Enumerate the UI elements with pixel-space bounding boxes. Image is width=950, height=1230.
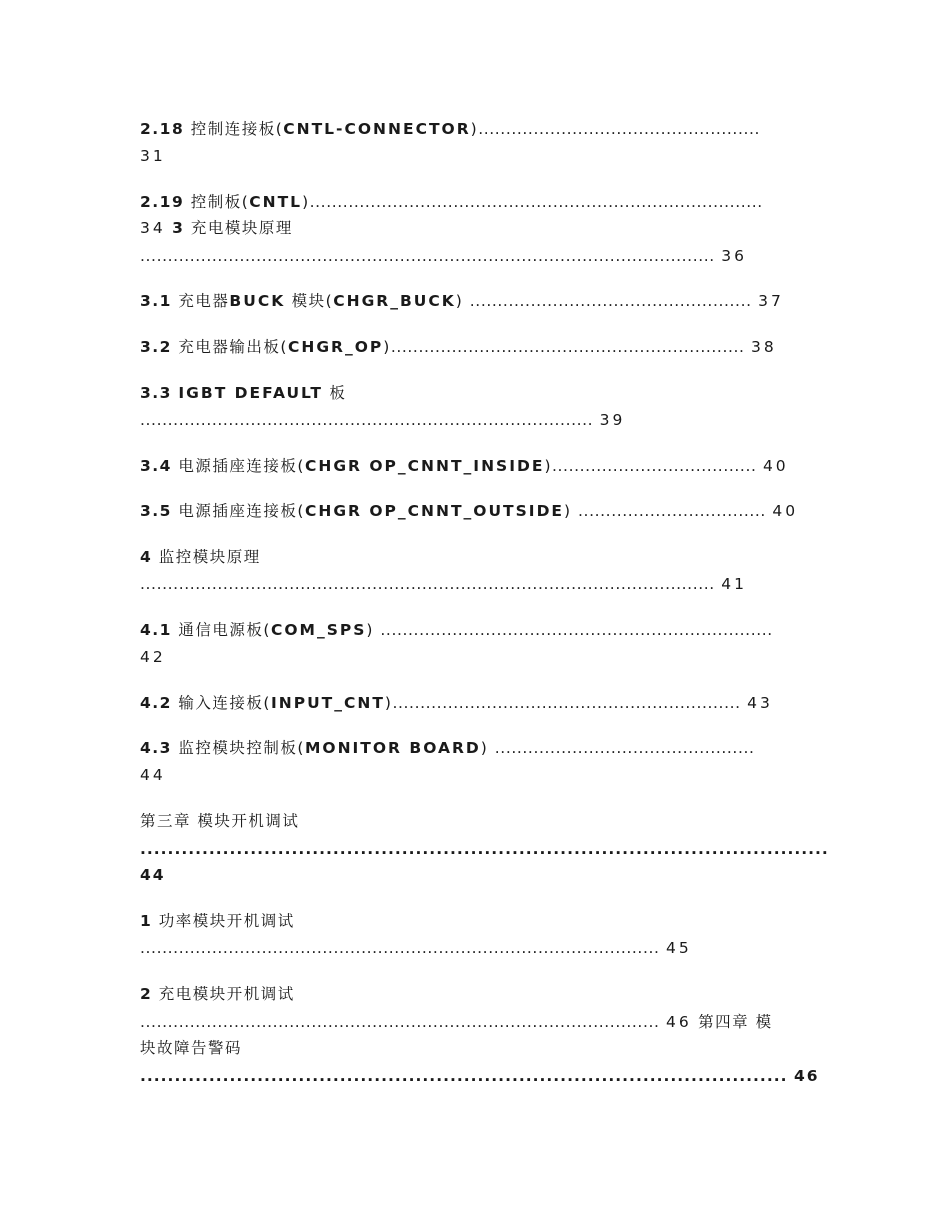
- toc-page-3: 36: [721, 247, 747, 265]
- leader-dots: .......................................................................: [380, 621, 773, 639]
- toc-entry-4[interactable]: 4 监控模块原理: [140, 548, 261, 566]
- leader-dots: ..................................: [578, 502, 766, 520]
- toc-page-c3-2: 46: [665, 1013, 692, 1031]
- toc-leader-3: ........................................................................................................ 36: [140, 247, 747, 265]
- leader-dots: ...............................................: [494, 739, 755, 757]
- toc-entry-2-18[interactable]: 2.18 控制连接板(CNTL-CONNECTOR)...................................................: [140, 120, 761, 138]
- toc-page-4-1: 42: [140, 648, 166, 666]
- toc-leader-chapter-4: .............................................................................................. 46: [140, 1067, 820, 1085]
- toc-entry-3-4[interactable]: 3.4 电源插座连接板(CHGR OP_CNNT_INSIDE)..................................... 40: [140, 457, 789, 475]
- toc-page-chapter-3: 44: [140, 866, 166, 884]
- toc-page-4: 41: [721, 575, 747, 593]
- toc-entry-4-1[interactable]: 4.1 通信电源板(COM_SPS) .......................................................................: [140, 621, 773, 639]
- leader-dots: ...............................................................: [392, 694, 741, 712]
- leader-dots: ...................................................: [469, 292, 752, 310]
- leader-dots: ..................................................................................: [309, 193, 763, 211]
- leader-dots: .....................................: [552, 457, 757, 475]
- toc-page-3-3: 39: [599, 411, 626, 429]
- toc-entry-c3-1[interactable]: 1 功率模块开机调试: [140, 912, 295, 930]
- toc-entry-c3-2[interactable]: 2 充电模块开机调试: [140, 985, 295, 1003]
- toc-leader-c3-1: .............................................................................................. 45: [140, 939, 692, 957]
- toc-chapter-4-cont[interactable]: 块故障告警码: [140, 1039, 243, 1057]
- toc-entry-3-2[interactable]: 3.2 充电器输出板(CHGR_OP)................................................................ 38: [140, 338, 777, 356]
- leader-dots: ...................................................: [478, 120, 761, 138]
- toc-entry-3-3[interactable]: 3.3 IGBT DEFAULT 板: [140, 384, 347, 402]
- toc-leader-3-3: .................................................................................. 39: [140, 411, 626, 429]
- toc-entry-3-1[interactable]: 3.1 充电器BUCK 模块(CHGR_BUCK) ................................................... 37: [140, 292, 784, 310]
- toc-page-2-18: 31: [140, 147, 166, 165]
- toc-entry-4-3[interactable]: 4.3 监控模块控制板(MONITOR BOARD) ...............................................: [140, 739, 755, 757]
- toc-page-c3-1: 45: [665, 939, 692, 957]
- toc-entry-2-19[interactable]: 2.19 控制板(CNTL)..................................................................................: [140, 193, 763, 211]
- toc-entry-3-line[interactable]: 34 3 充电模块原理: [140, 219, 293, 237]
- toc-leader-c3-2: .............................................................................................. 46 第四章 模: [140, 1013, 773, 1031]
- toc-entry-3-5[interactable]: 3.5 电源插座连接板(CHGR OP_CNNT_OUTSIDE) .................................. 40: [140, 502, 799, 520]
- toc-page-4-3: 44: [140, 766, 166, 784]
- toc-leader-4: ........................................................................................................ 41: [140, 575, 747, 593]
- toc-page-chapter-4: 46: [793, 1067, 820, 1085]
- toc-leader-chapter-3: ....................................................................................................: [140, 840, 829, 858]
- toc-chapter-3[interactable]: 第三章 模块开机调试: [140, 812, 300, 830]
- toc-chapter-4[interactable]: 第四章 模: [698, 1013, 773, 1031]
- toc-page-2-19: 34: [140, 219, 166, 237]
- toc-entry-4-2[interactable]: 4.2 输入连接板(INPUT_CNT)............................................................... 43: [140, 694, 773, 712]
- leader-dots: ................................................................: [390, 338, 745, 356]
